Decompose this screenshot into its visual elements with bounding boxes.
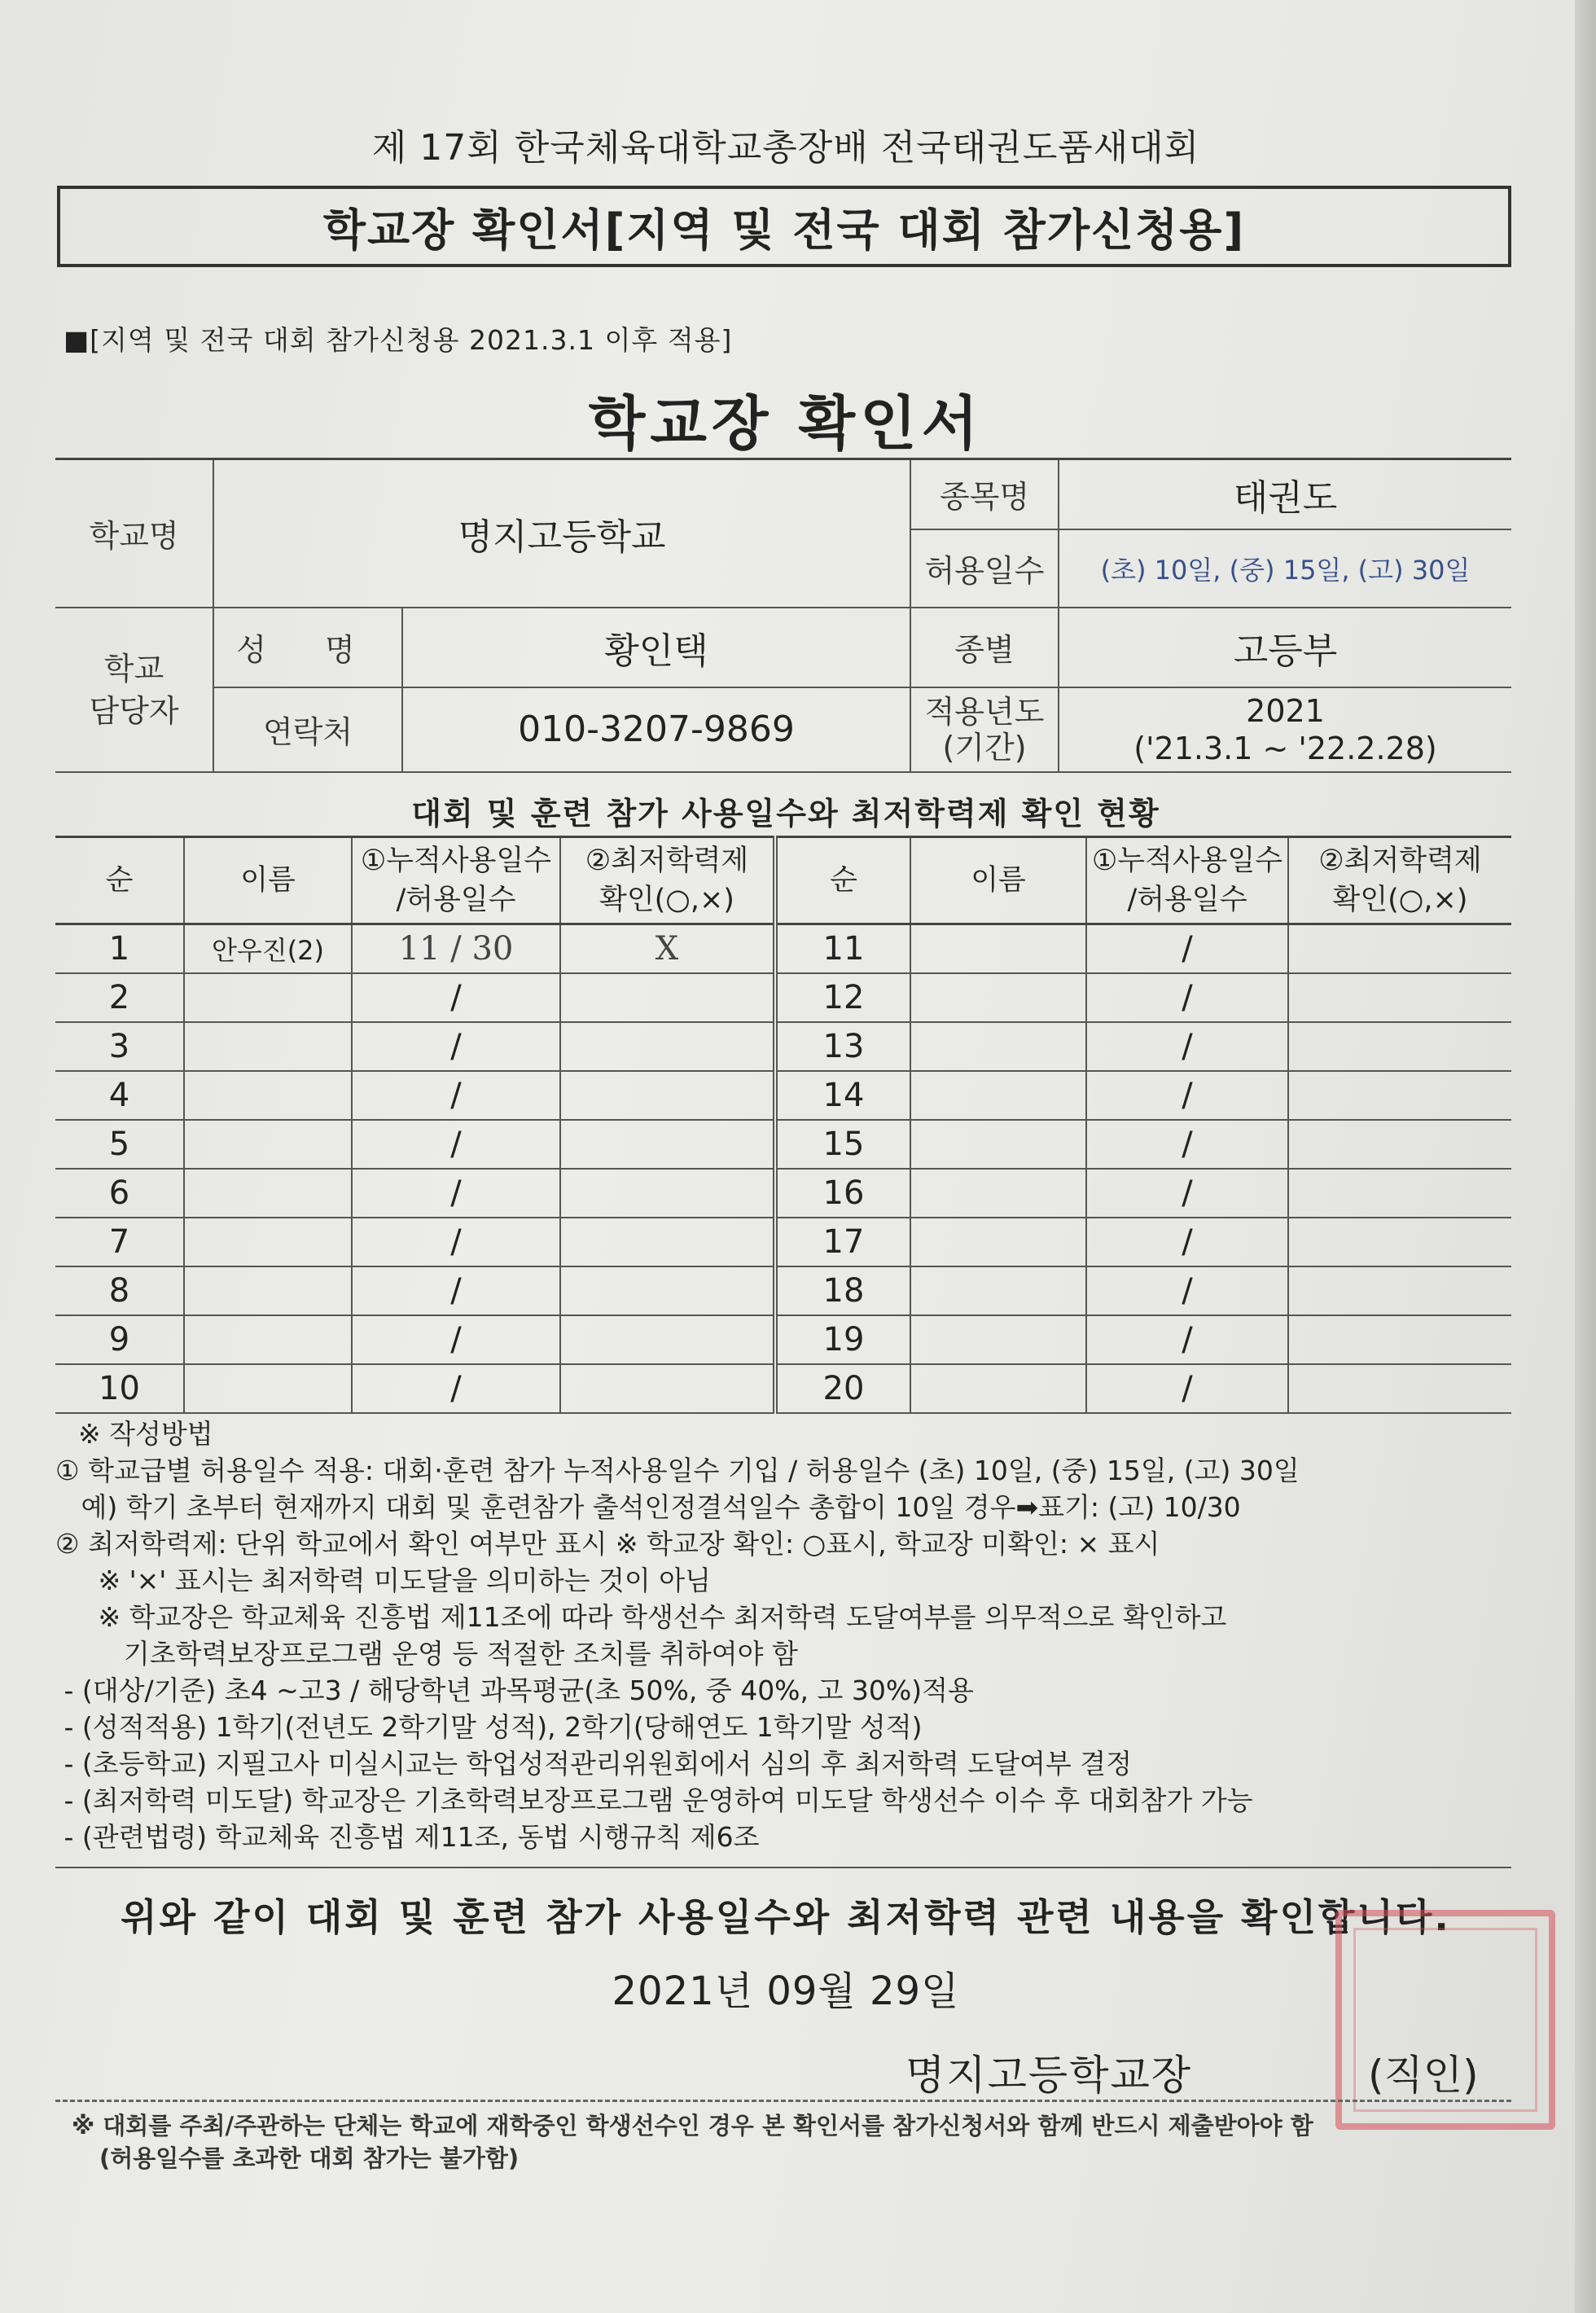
writing-method (55, 1415, 1521, 1855)
row-academic (560, 1169, 775, 1218)
row-days: / (352, 1364, 560, 1413)
school-value: 명지고등학교 (213, 459, 910, 608)
division-label: 종별 (910, 608, 1059, 687)
row-academic (1288, 1022, 1511, 1071)
row-name (184, 1022, 352, 1071)
summary-title: 대회 및 훈련 참가 사용일수와 최저학력제 확인 현황 (411, 796, 1160, 832)
row-academic (560, 1120, 775, 1169)
row-name (910, 1120, 1086, 1169)
row-no: 17 (775, 1218, 910, 1266)
footnote (72, 2109, 1521, 2175)
allowed-days-value: (초) 10일, (중) 15일, (고) 30일 (1059, 529, 1511, 608)
row-days: / (1086, 1022, 1288, 1071)
applicability-note: ■[지역 및 전국 대회 참가신청용 2021.3.1 이후 적용] (64, 324, 733, 356)
method-line: - (대상/기준) 초4 ~고3 / 해당학년 과목평균(초 50%, 중 40%, 고 30%)적용 (55, 1674, 974, 1706)
method-line: 기초학력보장프로그램 운영 등 적절한 조치를 취하여야 함 (55, 1638, 798, 1670)
row-academic (1288, 1315, 1511, 1364)
col-no-right: 순 (775, 837, 910, 924)
contact-value: 010-3207-9869 (402, 687, 910, 772)
row-name (910, 924, 1086, 974)
method-line: ② 최저학력제: 단위 학교에서 확인 여부만 표시 ※ 학교장 확인: ○표시, 학교장 미확인: × 표시 (55, 1528, 1160, 1560)
school-label: 학교명 (55, 459, 213, 608)
row-days: / (352, 1120, 560, 1169)
row-academic (560, 1022, 775, 1071)
form-title: 학교장 확인서[지역 및 전국 대회 참가신청용] (57, 186, 1511, 267)
section-divider (55, 1867, 1511, 1868)
row-name (910, 1169, 1086, 1218)
issue-date: 2021년 09월 29일 (612, 1968, 960, 2014)
row-academic (1288, 973, 1511, 1022)
row-academic (1288, 1364, 1511, 1413)
table-row (55, 1022, 1511, 1071)
row-academic (1288, 1266, 1511, 1315)
method-heading: ※ 작성방법 (78, 1418, 213, 1450)
row-academic (560, 1071, 775, 1120)
footnote-line-1: ※ 대회를 주최/주관하는 단체는 학교에 재학중인 학생선수인 경우 본 확인서를 참가신청서와 함께 반드시 제출받아야 함 (72, 2112, 1313, 2140)
row-no: 14 (775, 1071, 910, 1120)
principal-name: 명지고등학교장 (905, 2052, 1193, 2099)
usage-table (55, 836, 1511, 1414)
table-row (55, 973, 1511, 1022)
method-line: - (관련법령) 학교체육 진흥법 제11조, 동법 시행규칙 제6조 (55, 1821, 760, 1853)
row-name (184, 1266, 352, 1315)
row-no: 8 (55, 1266, 184, 1315)
table-row (55, 1266, 1511, 1315)
method-line: - (초등학교) 지필고사 미실시교는 학업성적관리위원회에서 심의 후 최저학력 도달여부 결정 (55, 1748, 1133, 1780)
method-line: ※ 학교장은 학교체육 진흥법 제11조에 따라 학생선수 최저학력 도달여부를 의무적으로 확인하고 (55, 1601, 1227, 1633)
row-name (910, 1315, 1086, 1364)
allowed-days-label: 허용일수 (910, 529, 1059, 608)
row-no: 10 (55, 1364, 184, 1413)
manager-label: 학교 담당자 (55, 608, 213, 772)
row-academic (560, 1218, 775, 1266)
row-days: / (352, 1266, 560, 1315)
main-title: 학교장 확인서 (588, 389, 984, 458)
method-line: - (최저학력 미도달) 학교장은 기초학력보장프로그램 운영하여 미도달 학생선수 이수 후 대회참가 가능 (55, 1784, 1253, 1816)
row-name (184, 1364, 352, 1413)
method-line: ※ '×' 표시는 최저학력 미도달을 의미하는 것이 아님 (55, 1565, 712, 1596)
row-academic (1288, 1218, 1511, 1266)
row-days: / (1086, 973, 1288, 1022)
row-no: 3 (55, 1022, 184, 1071)
row-name (184, 1218, 352, 1266)
col-days-left: ①누적사용일수 /허용일수 (352, 837, 560, 924)
method-line: 예) 학기 초부터 현재까지 대회 및 훈련참가 출석인정결석일수 총합이 10일 경우➡표기: (고) 10/30 (55, 1491, 1241, 1523)
row-academic (560, 973, 775, 1022)
row-no: 20 (775, 1364, 910, 1413)
row-days: / (352, 1071, 560, 1120)
row-name (910, 1218, 1086, 1266)
row-no: 16 (775, 1169, 910, 1218)
table-row (55, 1218, 1511, 1266)
row-no: 12 (775, 973, 910, 1022)
row-no: 9 (55, 1315, 184, 1364)
row-no: 5 (55, 1120, 184, 1169)
row-no: 11 (775, 924, 910, 974)
contact-label: 연락처 (213, 687, 402, 772)
apply-year-label: 적용년도 (기간) (910, 687, 1059, 772)
row-name (184, 1315, 352, 1364)
row-name (184, 1169, 352, 1218)
row-name (910, 1364, 1086, 1413)
row-name (910, 1071, 1086, 1120)
row-days: / (352, 973, 560, 1022)
row-name (910, 1266, 1086, 1315)
row-name (184, 1120, 352, 1169)
footnote-line-2: (허용일수를 초과한 대회 참가는 불가함) (99, 2144, 520, 2172)
row-days: / (1086, 1120, 1288, 1169)
row-academic (560, 1364, 775, 1413)
row-no: 7 (55, 1218, 184, 1266)
sport-value: 태권도 (1059, 459, 1511, 529)
row-academic (560, 1315, 775, 1364)
col-academic-left: ②최저학력제 확인(○,×) (560, 837, 775, 924)
footnote-divider (55, 2100, 1511, 2102)
row-days: / (1086, 1266, 1288, 1315)
row-days: 11 / 30 (352, 924, 560, 974)
row-no: 4 (55, 1071, 184, 1120)
page-edge (1575, 0, 1596, 2313)
contest-name: 제 17회 한국체육대학교총장배 전국태권도품새대회 (371, 127, 1200, 169)
seal-label: (직인) (1368, 2052, 1479, 2099)
row-days: / (352, 1218, 560, 1266)
method-line: - (성적적용) 1학기(전년도 2학기말 성적), 2학기(당해연도 1학기말 성적) (55, 1711, 923, 1743)
row-no: 2 (55, 973, 184, 1022)
row-academic (1288, 1169, 1511, 1218)
apply-period-value: ('21.3.1 ~ '22.2.28) (1133, 730, 1437, 766)
row-name (184, 973, 352, 1022)
row-days: / (352, 1022, 560, 1071)
method-line: ① 학교급별 허용일수 적용: 대회·훈련 참가 누적사용일수 기입 / 허용일수 (초) 10일, (중) 15일, (고) 30일 (55, 1455, 1300, 1486)
name-value: 황인택 (402, 608, 910, 687)
row-no: 15 (775, 1120, 910, 1169)
col-academic-right: ②최저학력제 확인(○,×) (1288, 837, 1511, 924)
row-name (910, 1022, 1086, 1071)
row-no: 1 (55, 924, 184, 974)
row-name (910, 973, 1086, 1022)
table-row (55, 1071, 1511, 1120)
row-no: 13 (775, 1022, 910, 1071)
division-value: 고등부 (1059, 608, 1511, 687)
row-academic: X (560, 924, 775, 974)
row-no: 6 (55, 1169, 184, 1218)
col-days-right: ①누적사용일수 /허용일수 (1086, 837, 1288, 924)
row-days: / (1086, 1218, 1288, 1266)
table-row (55, 924, 1511, 974)
row-academic (560, 1266, 775, 1315)
row-no: 18 (775, 1266, 910, 1315)
table-row (55, 1364, 1511, 1413)
table-row (55, 1169, 1511, 1218)
col-name-right: 이름 (910, 837, 1086, 924)
row-days: / (352, 1169, 560, 1218)
name-label: 성 명 (213, 608, 402, 687)
col-name-left: 이름 (184, 837, 352, 924)
row-no: 19 (775, 1315, 910, 1364)
apply-year-cell (1059, 687, 1511, 772)
row-name: 안우진(2) (184, 924, 352, 974)
row-days: / (1086, 1169, 1288, 1218)
row-academic (1288, 924, 1511, 974)
info-table (55, 458, 1511, 773)
row-name (184, 1071, 352, 1120)
row-days: / (352, 1315, 560, 1364)
row-days: / (1086, 1315, 1288, 1364)
row-days: / (1086, 924, 1288, 974)
sport-label: 종목명 (910, 459, 1059, 529)
col-no-left: 순 (55, 837, 184, 924)
row-days: / (1086, 1364, 1288, 1413)
table-row (55, 1315, 1511, 1364)
table-row (55, 1120, 1511, 1169)
apply-year-value: 2021 (1246, 692, 1325, 729)
row-academic (1288, 1120, 1511, 1169)
confirmation-statement: 위와 같이 대회 및 훈련 참가 사용일수와 최저학력 관련 내용을 확인합니다. (121, 1895, 1451, 1939)
row-academic (1288, 1071, 1511, 1120)
row-days: / (1086, 1071, 1288, 1120)
